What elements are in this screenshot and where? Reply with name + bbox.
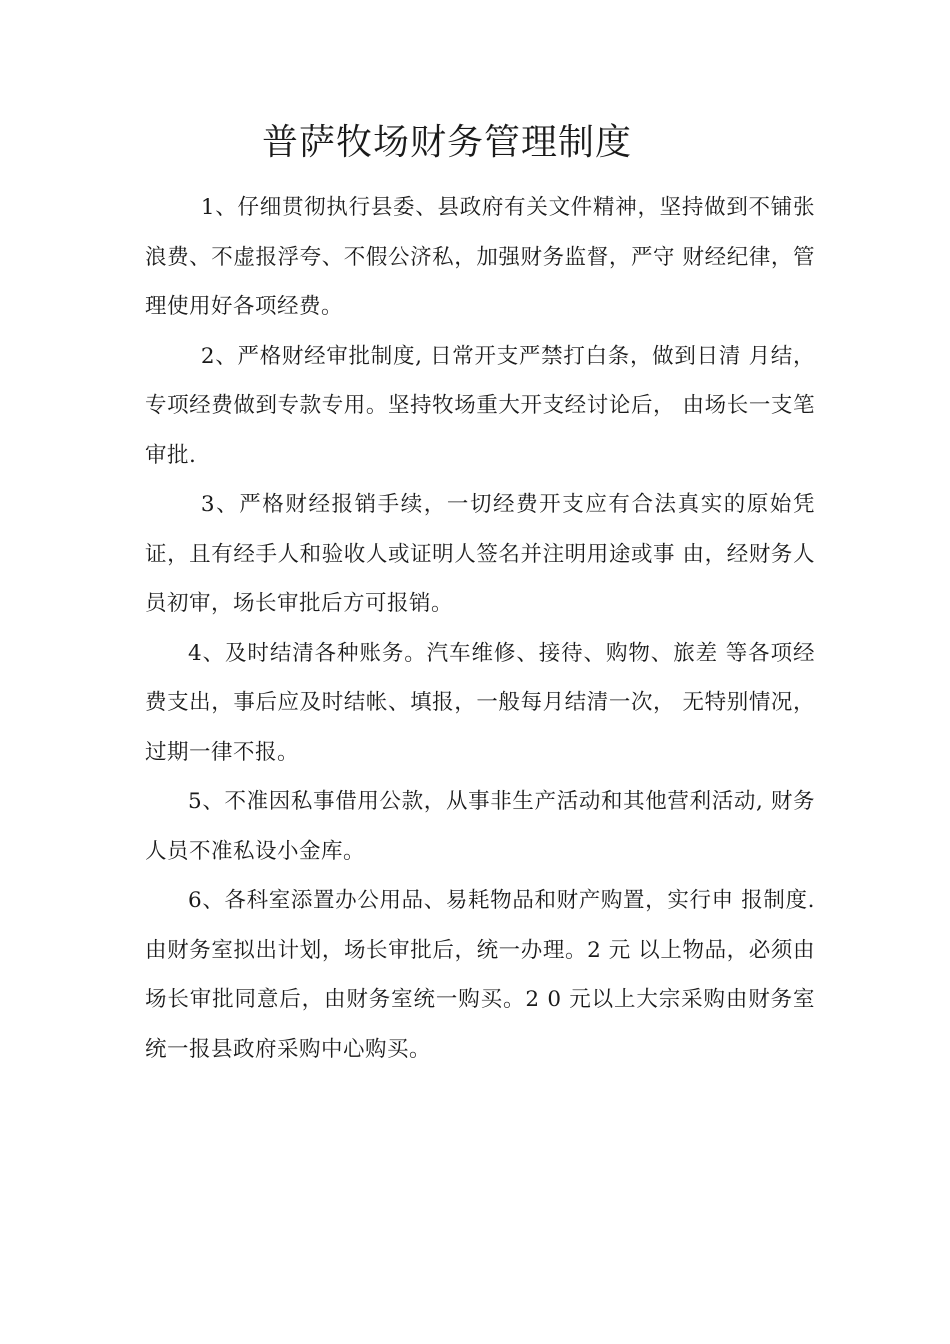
document-title: 普萨牧场财务管理制度 xyxy=(262,122,633,163)
paragraph-2: 2、严格财经审批制度, 日常开支严禁打白条，做到日清 月结，专项经费做到专款专用。坚持牧场重大开支经讨论后， 由场长一支笔审批. xyxy=(145,343,815,468)
paragraph-6: 6、各科室添置办公用品、易耗物品和财产购置，实行申 报制度. 由财务室拟出计划，场长审批后，统一办理。2 元 以上物品，必须由场长审批同意后，由财务室统一购买。2 0 元以上大宗采购由财务室统一报县政府采购中心购买。 xyxy=(145,888,815,1062)
paragraph-5: 5、不准因私事借用公款，从事非生产活动和其他营利活动, 财务人员不准私设小金库。 xyxy=(145,789,815,864)
paragraph-1: 1、仔细贯彻执行县委、县政府有关文件精神，坚持做到不铺张浪费、不虚报浮夸、不假公济私，加强财务监督，严守 财经纪律，管理使用好各项经费。 xyxy=(145,195,815,319)
document-body xyxy=(145,183,815,1074)
paragraph-3: 3、严格财经报销手续，一切经费开支应有合法真实的原始凭证，且有经手人和验收人或证明人签名并注明用途或事 由，经财务人员初审，场长审批后方可报销。 xyxy=(145,492,815,616)
paragraph-4: 4、及时结清各种账务。汽车维修、接待、购物、旅差 等各项经费支出，事后应及时结帐、填报，一般每月结清一次， 无特别情况，过期一律不报。 xyxy=(145,640,815,765)
